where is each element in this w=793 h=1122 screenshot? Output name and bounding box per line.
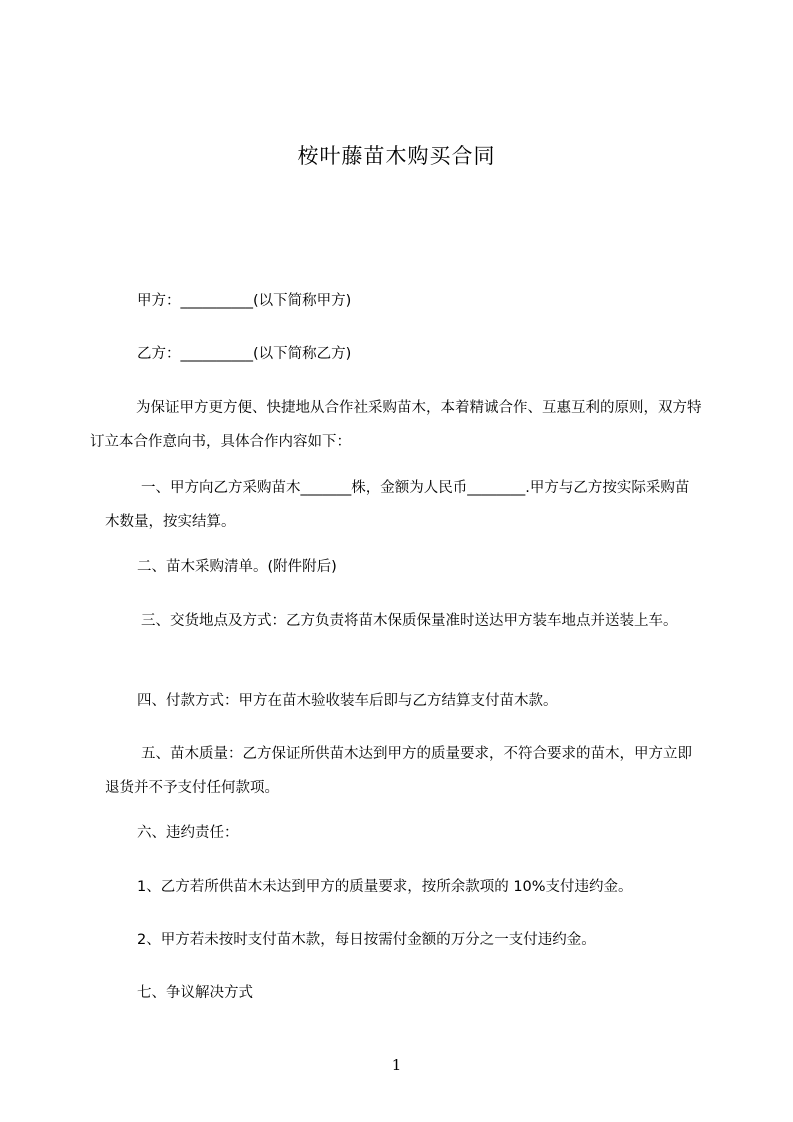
intro-paragraph: 为保证甲方更方便、快捷地从合作社采购苗木，本着精诚合作、互惠互利的原则，双方特订立本合作意向书，具体合作内容如下： [90,400,702,450]
party-b-line: 乙方：__________(以下简称乙方) [137,346,352,362]
clause-6-2-paragraph: 2、甲方若未按时支付苗木款，每日按需付金额的万分之一支付违约金。 [137,932,596,948]
clause-5-paragraph: 五、苗木质量：乙方保证所供苗木达到甲方的质量要求，不符合要求的苗木，甲方立即退货并不予支付任何款项。 [105,746,692,796]
document-title: 桉叶藤苗木购买合同 [297,144,496,168]
clause-1-paragraph: 一、甲方向乙方采购苗木_______株，金额为人民币________.甲方与乙方按实际采购苗木数量，按实结算。 [105,480,690,530]
clause-2-paragraph: 二、苗木采购清单。(附件附后) [137,559,337,575]
clause-3-paragraph: 三、交货地点及方式：乙方负责将苗木保质保量准时送达甲方装车地点并送装上车。 [141,613,678,629]
clause-6-paragraph: 六、违约责任： [137,825,239,841]
clause-4-paragraph: 四、付款方式：甲方在苗木验收装车后即与乙方结算支付苗木款。 [137,693,558,709]
party-a-line: 甲方：__________(以下简称甲方) [137,293,352,309]
page-number: 1 [391,1056,402,1074]
clause-7-paragraph: 七、争议解决方式 [137,985,253,1001]
clause-6-1-paragraph: 1、乙方若所供苗木未达到甲方的质量要求，按所余款项的 10%支付违约金。 [137,879,633,895]
